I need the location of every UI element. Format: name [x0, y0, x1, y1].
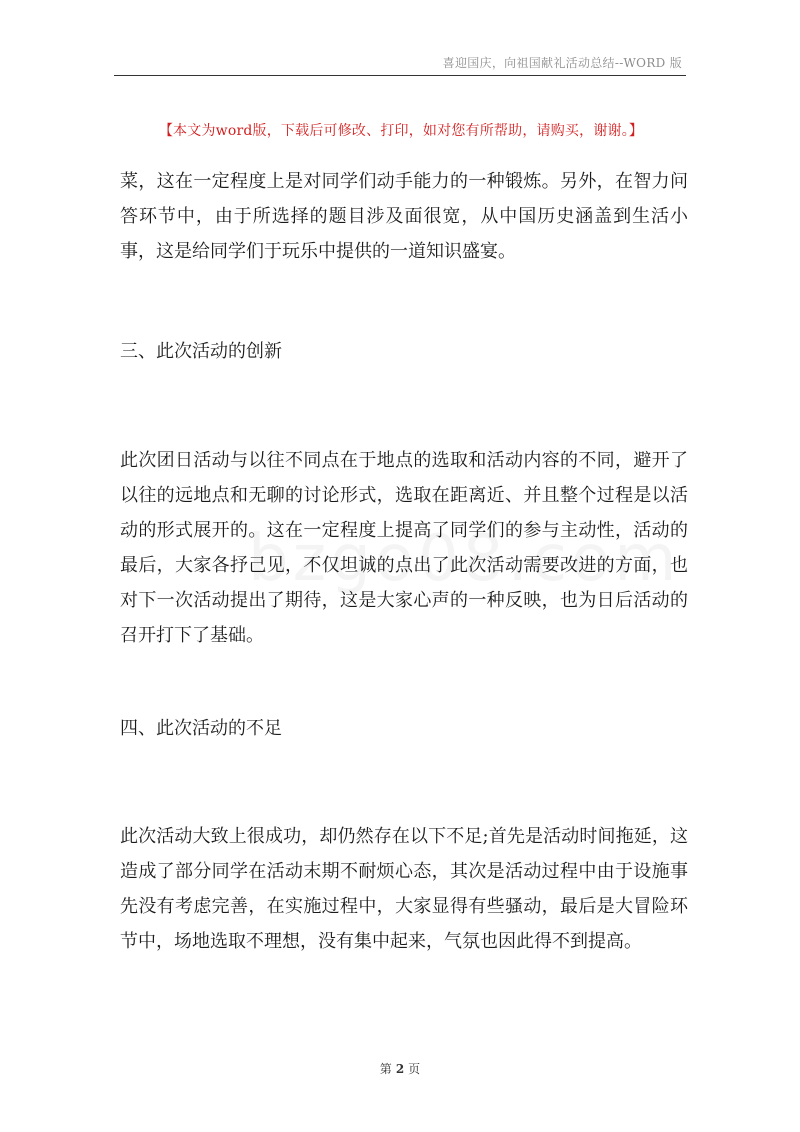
header-divider [114, 75, 686, 76]
section-heading-shortcomings: 四、此次活动的不足 [120, 718, 282, 739]
paragraph-shortcomings: 此次活动大致上很成功，却仍然存在以下不足;首先是活动时间拖延，这造成了部分同学在活动末期不耐烦心态，其次是活动过程中由于设施事先没有考虑完善，在实施过程中，大家显得有些骚动，最后是大冒险环节中，场地选取不理想，没有集中起来，气氛也因此得不到提高。 [120, 826, 688, 952]
page-suffix: 页 [408, 1062, 421, 1076]
paragraph-continued: 菜，这在一定程度上是对同学们动手能力的一种锻炼。另外，在智力问答环节中，由于所选择的题目涉及面很宽，从中国历史涵盖到生活小事，这是给同学们于玩乐中提供的一道知识盛宴。 [120, 171, 688, 262]
page-footer [0, 1060, 800, 1077]
section-heading-innovation: 三、此次活动的创新 [120, 341, 282, 362]
document-header-title: 喜迎国庆，向祖国献礼活动总结--WORD 版 [442, 56, 682, 70]
page-number: 2 [395, 1062, 405, 1076]
page-prefix: 第 [379, 1062, 392, 1076]
download-notice: 【本文为word版，下载后可修改、打印，如对您有所帮助，请购买，谢谢。】 [158, 123, 644, 139]
paragraph-innovation: 此次团日活动与以往不同点在于地点的选取和活动内容的不同，避开了以往的远地点和无聊的讨论形式，选取在距离近、并且整个过程是以活动的形式展开的。这在一定程度上提高了同学们的参与主动性，活动的最后，大家各抒己见，不仅坦诚的点出了此次活动需要改进的方面，也对下一次活动提出了期待，这是大家心声的一种反映，也为日后活动的召开打下了基础。 [120, 450, 688, 646]
